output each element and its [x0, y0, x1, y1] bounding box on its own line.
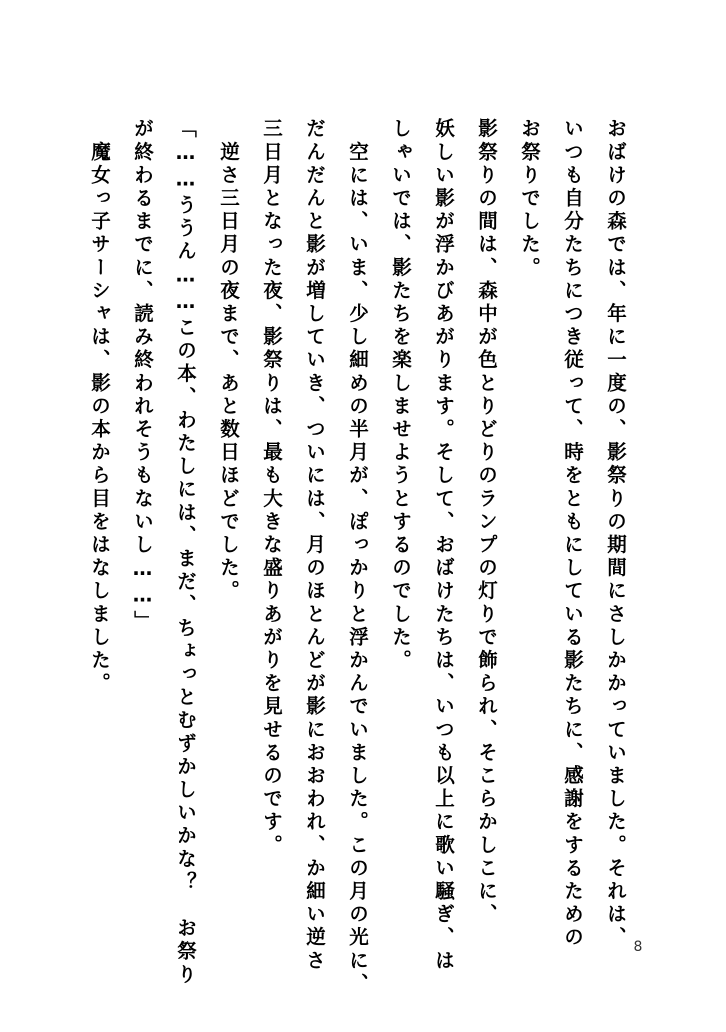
- text-line-3: お祭りでした。: [518, 118, 541, 280]
- text-line-8: だんだんと影が増していき、ついには、月のほとんどが影におおわれ、か細い逆さ: [303, 118, 326, 973]
- text-line-6: しゃいでは、影たちを楽しませようとするのでした。: [389, 118, 412, 673]
- text-line-12: が終わるまでに、読み終われそうもないし……」: [131, 118, 154, 634]
- text-line-1: おばけの森では、年に一度の、影祭りの期間にさしかかっていました。それは、: [604, 118, 627, 950]
- vertical-text-block: [84, 118, 644, 996]
- text-line-13: 魔女っ子サーシャは、影の本から目をはなしました。: [88, 118, 111, 696]
- text-line-2: いつも自分たちにつき従って、時をともにしている影たちに、感謝をするための: [561, 118, 584, 950]
- text-line-10: 逆さ三日月の夜まで、あと数日ほどでした。: [217, 118, 240, 604]
- text-line-9: 三日月となった夜、影祭りは、最も大きな盛りあがりを見せるのです。: [260, 118, 283, 858]
- text-line-7: 空には、いま、少し細めの半月が、ぽっかりと浮かんでいました。この月の光に、: [346, 118, 369, 996]
- page-number: 8: [633, 939, 643, 955]
- text-line-4: 影祭りの間は、森中が色とりどりのランプの灯りで飾られ、そこらかしこに、: [475, 118, 498, 927]
- text-line-5: 妖しい影が浮かびあがります。そして、おばけたちは、いつも以上に歌い騒ぎ、は: [432, 118, 455, 973]
- text-line-11: 「……ううん……この本、わたしには、まだ、ちょっとむずかしいかな？ お祭り: [174, 118, 197, 987]
